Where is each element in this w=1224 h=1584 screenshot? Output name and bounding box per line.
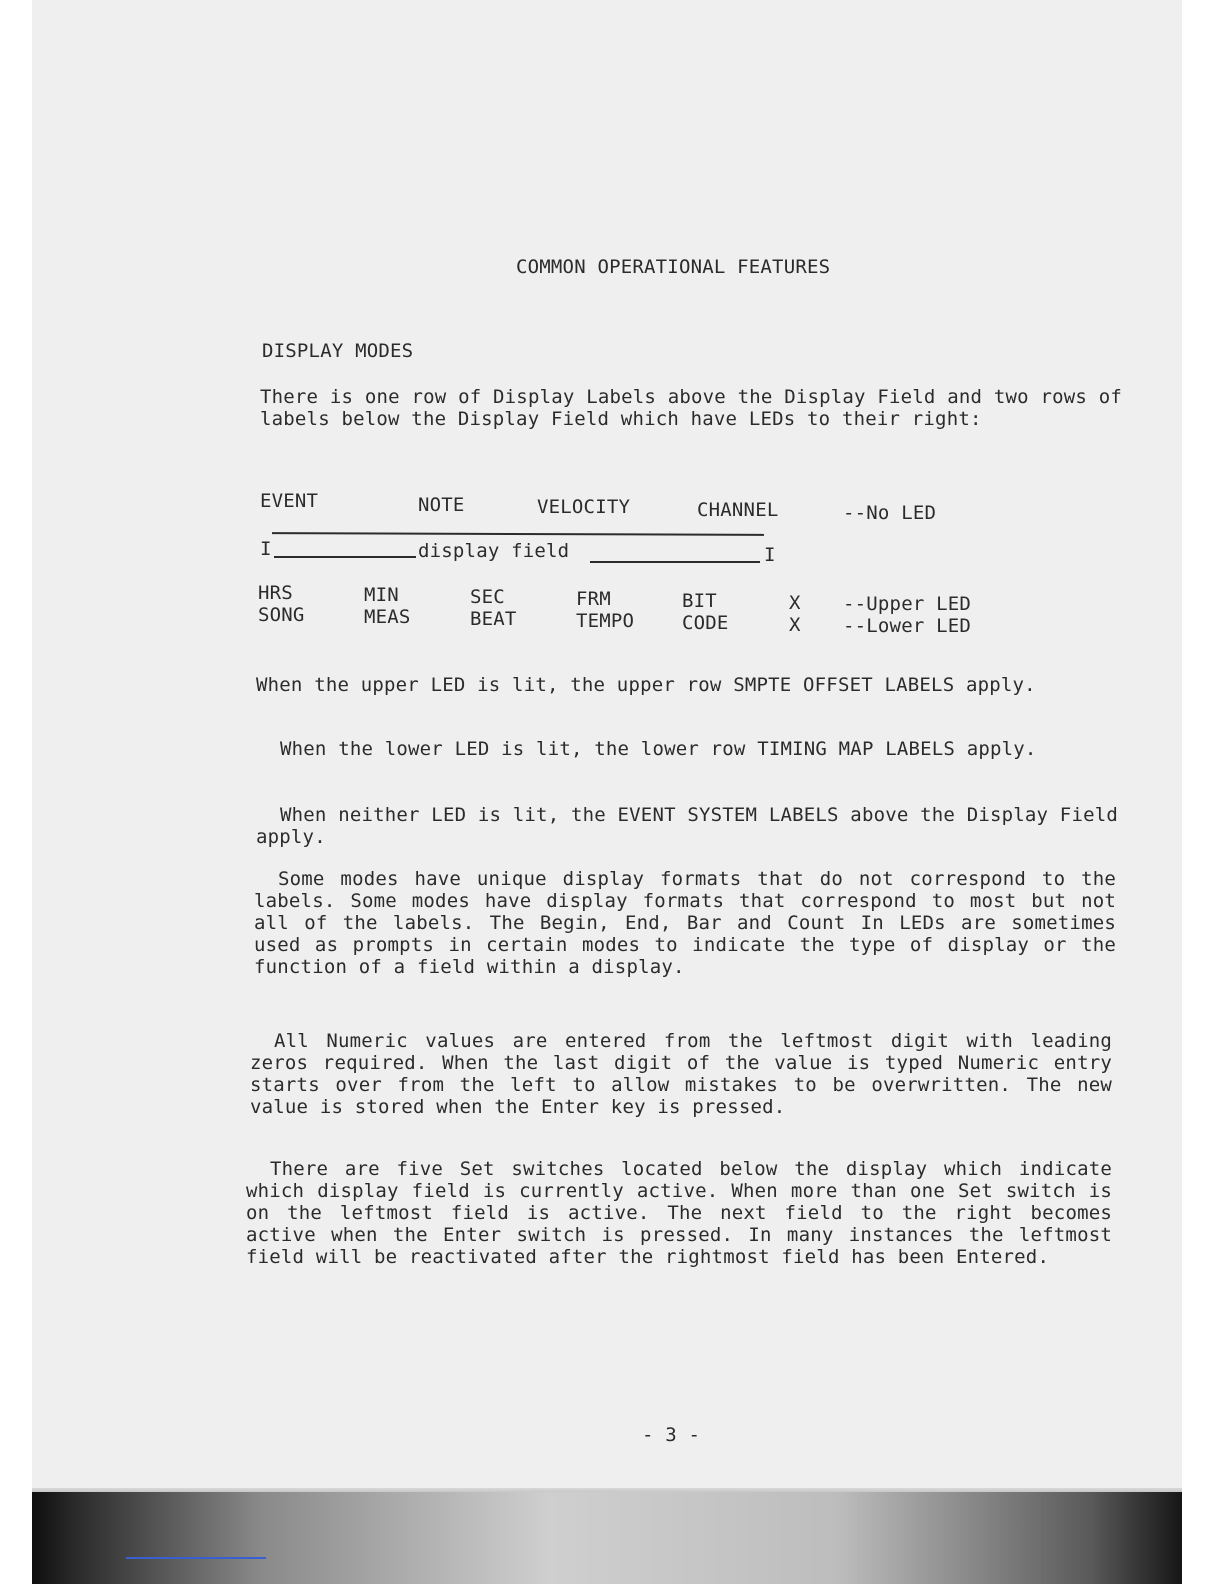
label-meas: MEAS — [364, 606, 411, 628]
label-beat: BEAT — [470, 608, 517, 630]
neither-led-text: When neither LED is lit, the EVENT SYSTEM LABELS above the Display Field apply. — [256, 804, 1119, 848]
display-modes-paragraph — [254, 868, 1116, 978]
no-led-note: --No LED — [843, 502, 937, 524]
display-field-left-rule — [274, 556, 416, 558]
label-note: NOTE — [418, 494, 465, 516]
scan-shadow-band — [32, 1492, 1182, 1584]
left-margin — [0, 0, 32, 1584]
lower-led-note: --Lower LED — [843, 615, 972, 637]
upper-led-text: When the upper LED is lit, the upper row SMPTE OFFSET LABELS apply. — [256, 674, 1036, 696]
label-sec: SEC — [470, 586, 505, 608]
intro-paragraph — [260, 386, 1122, 430]
set-switches-text: There are five Set switches located below the display which indicate which display field is currently active. When more than one Set switch is on the leftmost field is active. The next field to the right becomes active when the Enter switch is pressed. In many instances the leftmost field will be reactivated after the rightmost field has been Entered. — [246, 1158, 1112, 1268]
label-velocity: VELOCITY — [537, 496, 631, 518]
label-event: EVENT — [260, 490, 319, 512]
display-field-right-marker: I — [764, 544, 776, 566]
lower-led-paragraph — [256, 738, 1118, 760]
label-min: MIN — [364, 584, 399, 606]
label-song: SONG — [258, 604, 305, 626]
numeric-entry-text: All Numeric values are entered from the leftmost digit with leading zeros required. When the last digit of the value is typed Numeric entry starts over from the left to allow mistakes to be overwritten. The new value is stored when the Enter key is pressed. — [250, 1030, 1112, 1118]
label-tempo: TEMPO — [576, 610, 635, 632]
page-title: COMMON OPERATIONAL FEATURES — [516, 256, 831, 278]
neither-led-paragraph — [256, 804, 1118, 848]
lower-led-mark: X — [789, 614, 801, 636]
lower-led-text: When the lower LED is lit, the lower row TIMING MAP LABELS apply. — [280, 738, 1037, 760]
upper-led-note: --Upper LED — [843, 593, 972, 615]
upper-led-paragraph — [256, 674, 1118, 696]
display-modes-text: Some modes have unique display formats that do not correspond to the labels. Some modes have display formats that correspond to most but not all of the labels. The Begin, End, Bar and Count In LEDs are sometimes used as prompts in certain modes to indicate the type of display or the function of a field within a display. — [254, 868, 1116, 978]
label-code: CODE — [682, 612, 729, 634]
label-hrs: HRS — [258, 582, 293, 604]
upper-led-mark: X — [789, 592, 801, 614]
set-switches-paragraph — [246, 1158, 1112, 1268]
numeric-entry-paragraph — [250, 1030, 1112, 1118]
page-number: - 3 - — [642, 1424, 701, 1446]
display-field-label: display field — [418, 540, 570, 562]
display-field-right-rule — [590, 561, 760, 563]
right-margin — [1182, 0, 1224, 1584]
display-field-left-marker: I — [260, 538, 272, 560]
blue-underline-mark — [126, 1557, 266, 1559]
section-title: DISPLAY MODES — [262, 340, 414, 362]
label-bit: BIT — [682, 590, 717, 612]
label-frm: FRM — [576, 588, 611, 610]
intro-text: There is one row of Display Labels above the Display Field and two rows of labels below the Display Field which have LEDs to their right: — [260, 386, 1122, 430]
label-channel: CHANNEL — [697, 499, 779, 521]
